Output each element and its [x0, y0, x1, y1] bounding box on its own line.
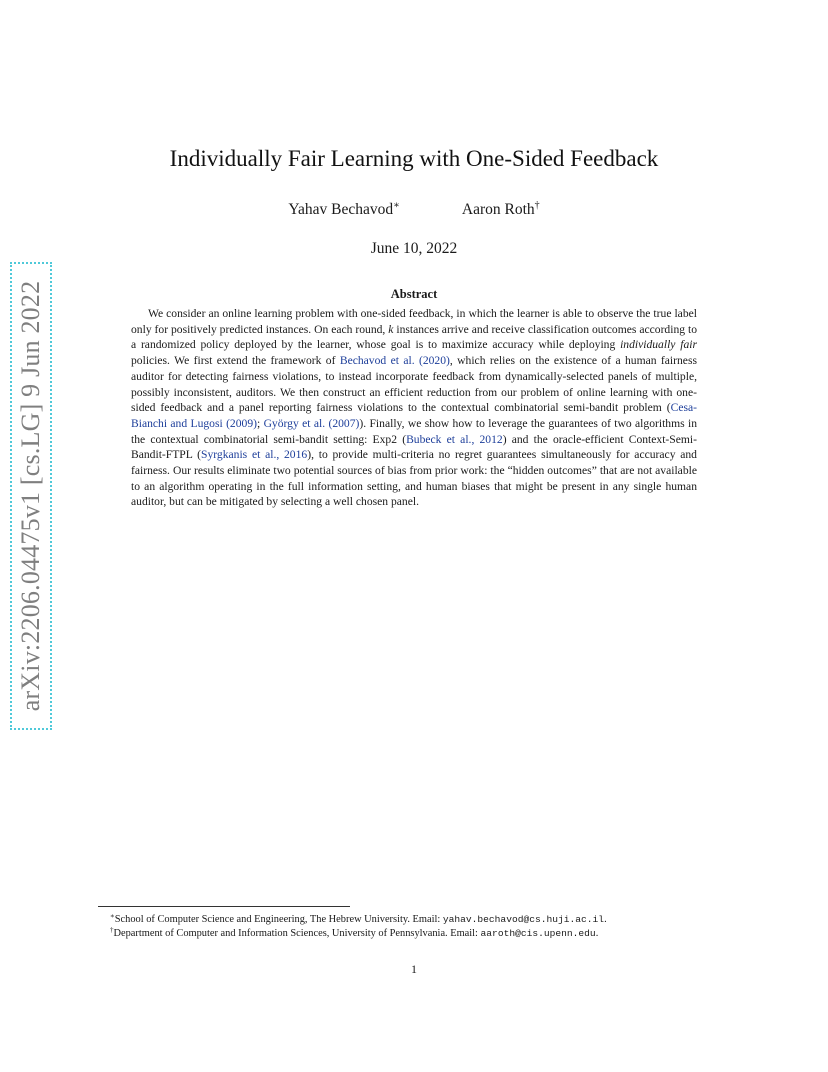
arxiv-stamp[interactable] [10, 262, 52, 730]
footnote-1: ∗School of Computer Science and Engineering, The Hebrew University. Email: yahav.bechavod@cs.huji.ac.il. [110, 912, 607, 925]
author-list [0, 200, 828, 219]
paper-title: Individually Fair Learning with One-Sided Feedback [169, 146, 659, 171]
abstract-text: We consider an online learning problem with one-sided feedback, in which the learner is able to observe the true label only for positively predicted instances. On each round, k instances arrive and receive classification outcomes according to a randomized policy deployed by the learner, whose goal is to maximize accuracy while deploying individually fair policies. We first extend the framework of Bechavod et al. (2020), which relies on the existence of a human fairness auditor for detecting fairness violations, to instead incorporate feedback from dynamically-selected panels of multiple, possibly inconsistent, auditors. We then construct an efficient reduction from our problem of online learning with one-sided feedback and a panel reporting fairness violations to the contextual combinatorial semi-bandit problem (Cesa-Bianchi and Lugosi (2009); György et al. (2007)). Finally, we show how to leverage the guarantees of two algorithms in the contextual combinatorial semi-bandit setting: Exp2 (Bubeck et al., 2012) and the oracle-efficient Context-Semi-Bandit-FTPL (Syrgkanis et al., 2016), to provide multi-criteria no regret guarantees simultaneously for accuracy and fairness. Our results eliminate two potential sources of bias from prior work: the “hidden outcomes” that are not available to an algorithm operating in the full information setting, and human biases that might be present in any single human auditor, but can be mitigated by selecting a well chosen panel. [131, 307, 697, 509]
page-number: 1 [411, 962, 417, 976]
author-2 [462, 200, 540, 219]
citation-link[interactable]: Bubeck et al., 2012 [406, 432, 503, 446]
author-mark: ∗ [393, 200, 400, 211]
author-name: Aaron Roth [461, 201, 535, 218]
citation-link[interactable]: Syrgkanis et al., 2016 [201, 448, 308, 462]
citation-link[interactable]: György et al. (2007) [263, 416, 360, 430]
abstract-heading: Abstract [390, 287, 438, 301]
arxiv-identifier[interactable]: arXiv:2206.04475v1 [cs.LG] 9 Jun 2022 [16, 280, 45, 712]
email-address[interactable]: aaroth@cis.upenn.edu [480, 928, 596, 939]
paper-date: June 10, 2022 [370, 240, 458, 257]
author-1 [288, 200, 400, 219]
citation-link[interactable]: Bechavod et al. (2020) [339, 354, 450, 368]
author-name: Yahav Bechavod [288, 201, 394, 218]
footnote-mark: ∗ [110, 912, 115, 920]
footnote-rule [98, 906, 350, 907]
author-mark: † [534, 200, 540, 211]
footnote-2: †Department of Computer and Information Sciences, University of Pennsylvania. Email: aaroth@cis.upenn.edu. [110, 926, 599, 939]
email-address[interactable]: yahav.bechavod@cs.huji.ac.il [442, 914, 605, 925]
citation-link[interactable]: Cesa-Bianchi and Lugosi (2009) [131, 401, 697, 430]
footnote-mark: † [110, 926, 114, 934]
